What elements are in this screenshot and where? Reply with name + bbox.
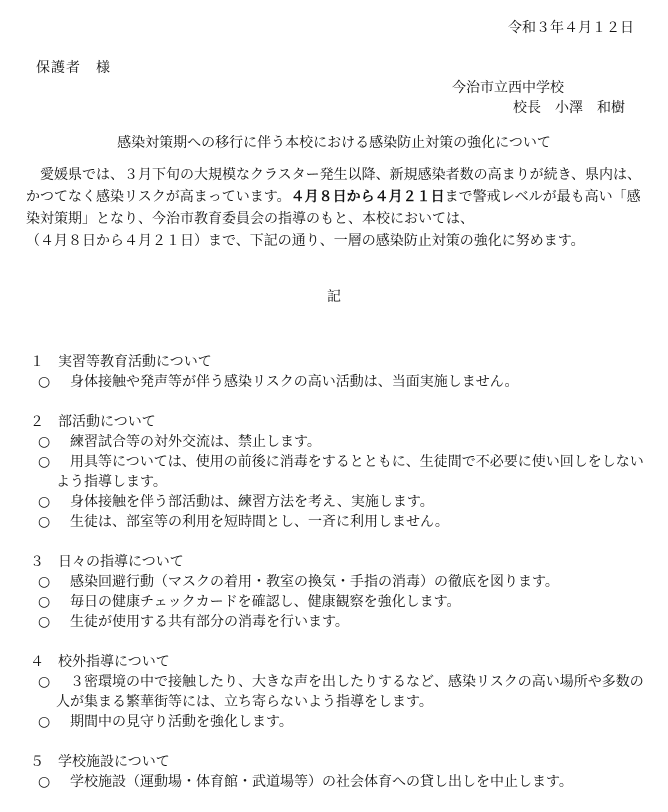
list-item <box>26 512 646 532</box>
list-item <box>26 452 646 492</box>
circle-bullet-icon: ○ <box>38 514 51 530</box>
list-item-text: 生徒は、部室等の利用を短時間とし、一斉に利用しません。 <box>56 514 449 530</box>
section-number: ３ <box>30 554 44 570</box>
circle-bullet-icon: ○ <box>38 374 51 390</box>
list-item-text: 練習試合等の対外交流は、禁止します。 <box>56 434 321 450</box>
list-item <box>26 612 646 632</box>
circle-bullet-icon: ○ <box>38 594 51 610</box>
list-item <box>26 372 646 392</box>
section-heading <box>26 752 646 772</box>
section-title: 部活動について <box>58 414 156 430</box>
list-item-text: 生徒が使用する共有部分の消毒を行います。 <box>56 614 349 630</box>
circle-bullet-icon: ○ <box>38 774 51 790</box>
document-date: 令和３年４月１２日 <box>508 20 634 36</box>
section-4 <box>26 652 646 732</box>
list-item <box>26 672 646 712</box>
section-heading <box>26 552 646 572</box>
list-item <box>26 572 646 592</box>
circle-bullet-icon: ○ <box>38 454 51 470</box>
circle-bullet-icon: ○ <box>38 494 51 510</box>
list-item-text: 学校施設（運動場・体育館・武道場等）の社会体育への貸し出しを中止します。 <box>56 774 573 790</box>
document-title: 感染対策期への移行に伴う本校における感染防止対策の強化について <box>117 135 551 151</box>
intro-text-1: 愛媛県では、３月下旬の大規模なクラスター発生以降、新規感染者数の高まりが続き、県内は、かつてなく感染リスクが高まっています。 <box>26 167 642 205</box>
section-2 <box>26 412 646 532</box>
addressee: 保護者 様 <box>36 60 111 76</box>
intro-text-2: まで警戒レベルが最も高い「感染対策期」となり、今治市教育委員会の指導のもと、本校においては、 <box>26 189 641 227</box>
circle-bullet-icon: ○ <box>38 434 51 450</box>
section-title: 実習等教育活動について <box>58 354 212 370</box>
list-item-text: 期間中の見守り活動を強化します。 <box>56 714 293 730</box>
section-number: ５ <box>30 754 44 770</box>
circle-bullet-icon: ○ <box>38 674 51 690</box>
ki-heading: 記 <box>327 289 341 305</box>
intro-period-bold: ４月８日から４月２１日 <box>290 189 445 205</box>
section-title: 校外指導について <box>58 654 170 670</box>
list-item <box>26 772 646 792</box>
section-heading <box>26 412 646 432</box>
intro-period-paren: （４月８日から４月２１日） <box>26 233 208 249</box>
list-item-text: 感染回避行動（マスクの着用・教室の換気・手指の消毒）の徹底を図ります。 <box>56 574 559 590</box>
section-5 <box>26 752 646 792</box>
list-item-text: 用具等については、使用の前後に消毒をするとともに、生徒間で不必要に使い回しをしないよう指導します。 <box>56 454 644 490</box>
measures-list <box>26 352 646 812</box>
list-item <box>26 592 646 612</box>
sender-principal: 校長 小澤 和樹 <box>513 100 625 116</box>
list-item-text: 身体接触を伴う部活動は、練習方法を考え、実施します。 <box>56 494 434 510</box>
list-item <box>26 432 646 452</box>
section-number: ４ <box>30 654 44 670</box>
section-3 <box>26 552 646 632</box>
intro-paragraph <box>26 164 646 252</box>
section-title: 日々の指導について <box>58 554 184 570</box>
list-item-text: 身体接触や発声等が伴う感染リスクの高い活動は、当面実施しません。 <box>56 374 519 390</box>
section-number: ２ <box>30 414 44 430</box>
section-1 <box>26 352 646 392</box>
sender-school: 今治市立西中学校 <box>452 80 564 96</box>
list-item-text: ３密環境の中で接触したり、大きな声を出したりするなど、感染リスクの高い場所や多数の人が集まる繁華街等には、立ち寄らないよう指導をします。 <box>56 674 644 710</box>
intro-text-3: まで、下記の通り、一層の感染防止対策の強化に努めます。 <box>208 233 585 249</box>
section-heading <box>26 352 646 372</box>
list-item <box>26 712 646 732</box>
circle-bullet-icon: ○ <box>38 614 51 630</box>
list-item <box>26 492 646 512</box>
circle-bullet-icon: ○ <box>38 574 51 590</box>
circle-bullet-icon: ○ <box>38 714 51 730</box>
section-heading <box>26 652 646 672</box>
list-item-text: 毎日の健康チェックカードを確認し、健康観察を強化します。 <box>56 594 461 610</box>
section-title: 学校施設について <box>58 754 170 770</box>
section-number: １ <box>30 354 44 370</box>
